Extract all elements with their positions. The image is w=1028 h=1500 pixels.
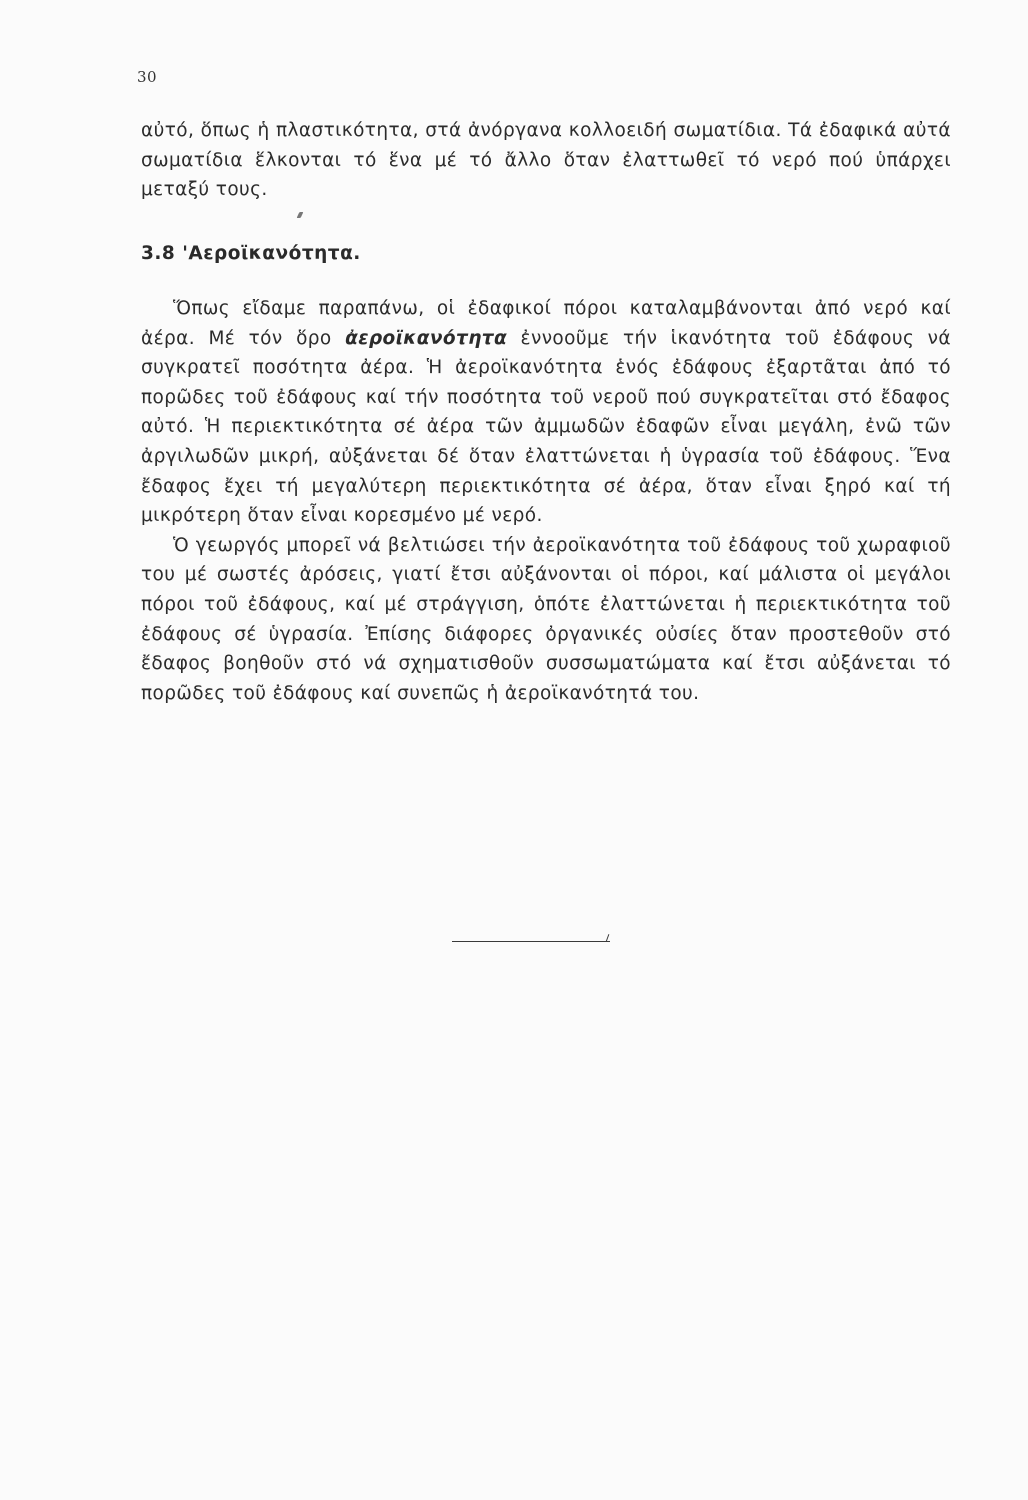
section-heading: 3.8 'Αεροϊκανότητα.: [141, 243, 361, 264]
section-body: [141, 294, 951, 708]
footnote-rule: [452, 941, 610, 942]
paragraph-1-start: Ὅπως εἴδαμε παραπάνω, οἱ ἐδαφικοί πόροι καταλαμβάνονται ἀπό νερό καί ἀέρα. Μέ τόν ὅρο: [141, 298, 951, 349]
defined-term: ἀεροϊκανότητα: [345, 327, 508, 349]
paragraph-1: [141, 294, 951, 531]
paragraph-2: Ὁ γεωργός μπορεῖ νά βελτιώσει τήν ἀεροϊκανότητα τοῦ ἐδάφους τοῦ χωραφιοῦ του μέ σωστές ἀρόσεις, γιατί ἔτσι αὐξάνονται οἱ πόροι, καί μάλιστα οἱ μεγάλοι πόροι τοῦ ἐδάφους, καί μέ στράγγιση, ὁπότε ἐλαττώνεται ἡ περιεκτικότητα τοῦ ἐδάφους σέ ὑγρασία. Ἐπίσης διάφορες ὀργανικές οὐσίες ὅταν προστεθοῦν στό ἔδαφος βοηθοῦν στό νά σχηματισθοῦν συσσωματώματα καί ἔτσι αὐξάνεται τό πορῶδες τοῦ ἐδάφους καί συνεπῶς ἡ ἀεροϊκανότητά του.: [141, 534, 951, 704]
page-number: 30: [137, 68, 158, 86]
stray-ink-mark: [297, 212, 304, 218]
paragraph-1-end: ἐννοοῦμε τήν ἱκανότητα τοῦ ἐδάφους νά συγκρατεῖ ποσότητα ἀέρα. Ἡ ἀεροϊκανότητα ἑνός ἐδάφους ἐξαρτᾶται ἀπό τό πορῶδες τοῦ ἐδάφους καί τήν ποσότητα τοῦ νεροῦ πού συγκρατεῖται στό ἔδαφος αὐτό. Ἡ περιεκτικότητα σέ ἀέρα τῶν ἀμμωδῶν ἐδαφῶν εἶναι μεγάλη, ἐνῶ τῶν ἀργιλωδῶν μικρή, αὐξάνεται δέ ὅταν ἐλαττώνεται ἡ ὑγρασία τοῦ ἐδάφους. Ἕνα ἔδαφος ἔχει τή μεγαλύτερη περιεκτικότητα σέ ἀέρα, ὅταν εἶναι ξηρό καί τή μικρότερη ὅταν εἶναι κορεσμένο μέ νερό.: [141, 327, 951, 527]
continuation-paragraph: [141, 116, 951, 205]
continuation-text: αὐτό, ὅπως ἡ πλαστικότητα, στά ἀνόργανα κολλοειδή σωματίδια. Τά ἐδαφικά αὐτά σωματίδια ἕλκονται τό ἕνα μέ τό ἄλλο ὅταν ἐλαττωθεῖ τό νερό πού ὑπάρχει μεταξύ τους.: [141, 120, 951, 201]
